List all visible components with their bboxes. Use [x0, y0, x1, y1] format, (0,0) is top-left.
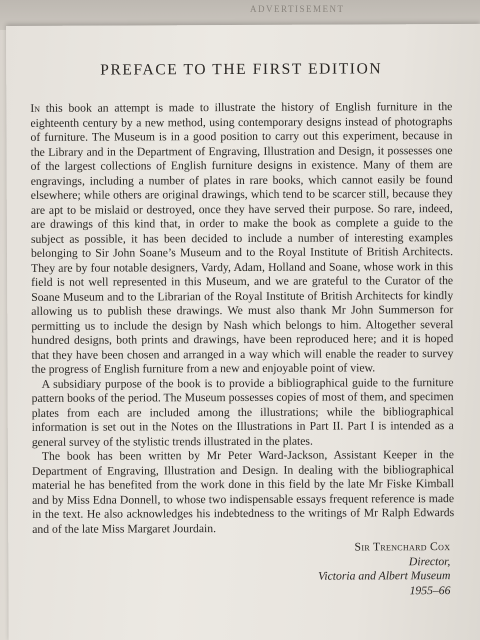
signature-block [32, 540, 454, 600]
signature-role: Director, [408, 554, 451, 568]
book-page [6, 24, 480, 640]
previous-page-heading: ADVERTISEMENT [250, 4, 345, 14]
page-content [30, 60, 454, 600]
paragraph-2: A subsidiary purpose of the book is to provide a bibliographical guide to the furniture pattern books of the period. The Museum possesses copies of most of them, and specimen plates from each are included among the illustrations; while the bibliographical information is set out in the Notes on the Illustrations in Part II. Part I is intended as a general survey of the stylistic trends illustrated in the plates. [31, 375, 454, 449]
paragraph-1-lead: In [30, 101, 41, 115]
paragraph-1 [30, 100, 453, 377]
page-title: PREFACE TO THE FIRST EDITION [100, 60, 383, 79]
signature-name: Sir Trenchard Cox [354, 540, 451, 554]
signature-years: 1955–66 [409, 583, 451, 597]
paragraph-3: The book has been written by Mr Peter Ward-Jackson, Assistant Keeper in the Department of Engraving, Illustration and Design. In dealing with the bibliographical material he has benefited from the work done in this field by the late Mr Fiske Kimball and by Miss Edna Donnell, to whose two indispensable essays frequent reference is made in the text. He also acknowledges his indebtedness to the writings of Mr Ralph Edwards and of the late Miss Margaret Jourdain. [31, 448, 455, 536]
paragraph-1-text: this book an attempt is made to illustrate the history of English furniture in the eighteenth century by a new method, using contemporary designs instead of photographs of furniture. The Museum is in a good position to carry out this experiment, because in the Library and in the Department of Engraving, Illustration and Design, it possesses one of the largest collections of English furniture designs in existence. Many of them are engravings, including a number of plates in rare books, which cannot easily be found elsewhere; while others are original drawings, which tend to be scarcer still, because they are apt to be mislaid or destroyed, once they have served their purpose. So rare, indeed, are drawings of this kind that, in order to make the book as complete a guide to the subject as possible, it has been decided to include a number of interesting examples belonging to Sir John Soane’s Museum and to the Royal Institute of British Architects. They are by four notable designers, Vardy, Adam, Holland and Soane, whose work in this field is not well represented in this Museum, and we are grateful to the Curator of the Soane Museum and to the Librarian of the Royal Institute of British Architects for kindly allowing us to publish these drawings. We must also thank Mr John Summerson for permitting us to include the design by Nash which belongs to him. Altogether several hundred designs, both prints and drawings, have been reproduced here; and it is hoped that they have been chosen and arranged in a way which will enable the reader to survey the progress of English furniture from a new and enjoyable point of view. [30, 100, 454, 376]
signature-institution: Victoria and Albert Museum [318, 569, 451, 583]
